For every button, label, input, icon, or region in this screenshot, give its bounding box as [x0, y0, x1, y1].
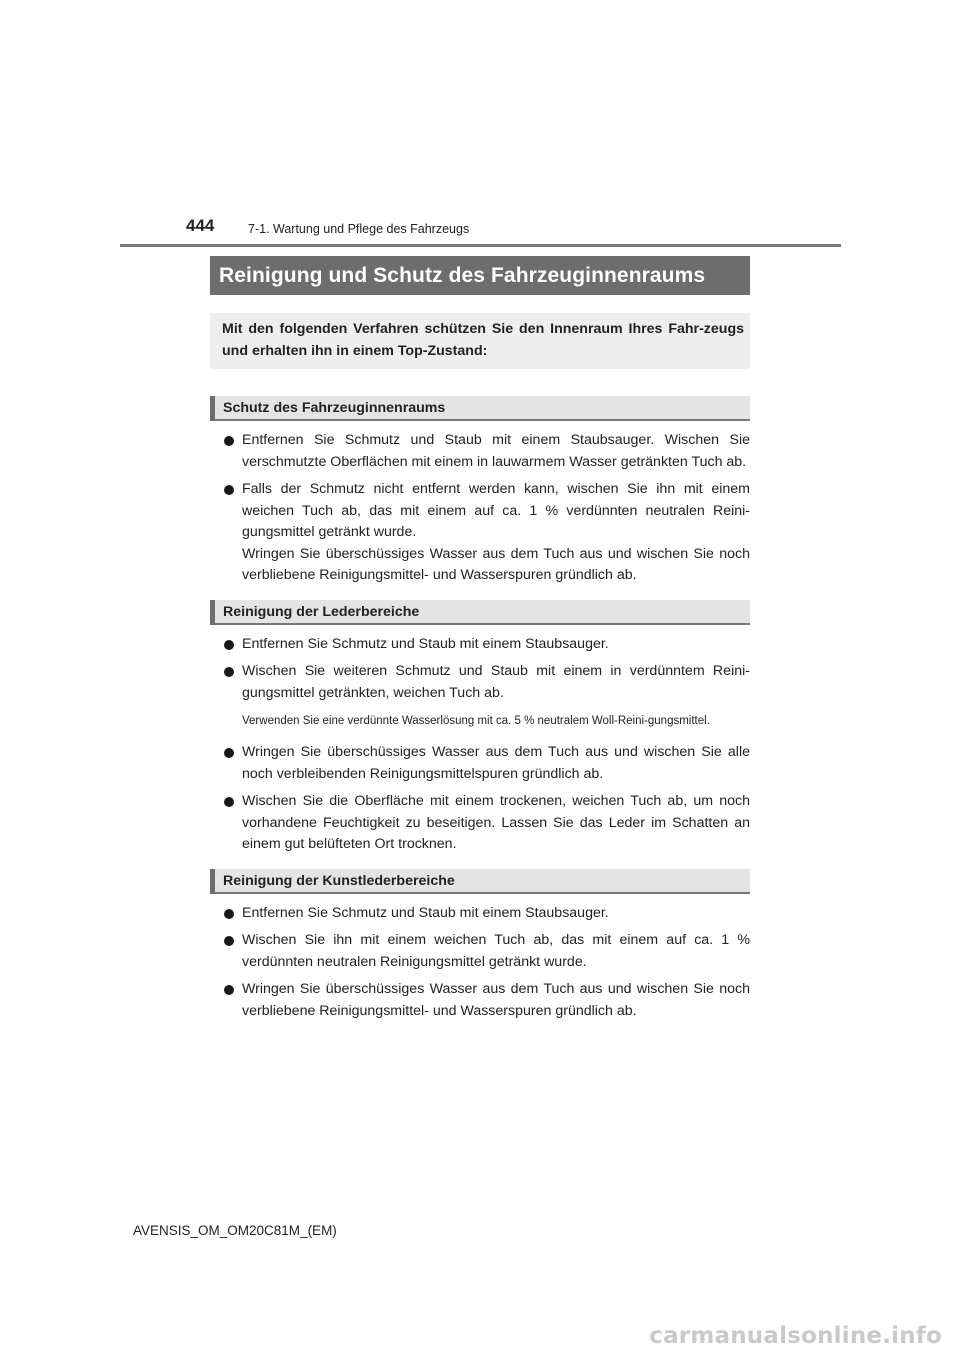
- list-item: [210, 791, 750, 856]
- page-title: Reinigung und Schutz des Fahrzeuginnenraums: [210, 256, 750, 295]
- section-reference: 7-1. Wartung und Pflege des Fahrzeugs: [248, 222, 470, 236]
- bullet-icon: [224, 436, 234, 446]
- header-rule: [120, 244, 841, 247]
- list-item: [210, 979, 750, 1022]
- list-item-text: Entfernen Sie Schmutz und Staub mit einem Staubsauger. Wischen Sie verschmutzte Oberflächen mit einem in lauwarmem Wasser getränkten Tuch ab.: [242, 432, 750, 470]
- list-item: [210, 930, 750, 973]
- list-item-text: Falls der Schmutz nicht entfernt werden kann, wischen Sie ihn mit einem weichen Tuch ab, das mit einem auf ca. 1 % verdünnten neutralen Reini-gungsmittel getränkt wurde.: [242, 481, 750, 540]
- bullet-icon: [224, 909, 234, 919]
- bullet-list: [210, 430, 750, 587]
- bullet-icon: [224, 667, 234, 677]
- list-item: [210, 661, 750, 704]
- list-item: [210, 634, 750, 656]
- bullet-icon: [224, 640, 234, 650]
- bullet-icon: [224, 797, 234, 807]
- bullet-list: [210, 634, 750, 856]
- document-code: AVENSIS_OM_OM20C81M_(EM): [133, 1223, 337, 1238]
- list-item-text: Entfernen Sie Schmutz und Staub mit einem Staubsauger.: [242, 904, 609, 921]
- bullet-icon: [224, 936, 234, 946]
- list-item: [210, 742, 750, 785]
- list-item-text: Wischen Sie weiteren Schmutz und Staub mit einem in verdünntem Reini-gungsmittel getränkten, weichen Tuch ab.: [242, 663, 750, 701]
- bullet-icon: [224, 985, 234, 995]
- list-item: [210, 479, 750, 587]
- list-item-text: Wringen Sie überschüssiges Wasser aus dem Tuch aus und wischen Sie noch verbliebene Reinigungsmittel- und Wasserspuren gründlich ab.: [242, 545, 750, 583]
- list-item: [210, 903, 750, 925]
- list-item: [210, 430, 750, 473]
- content: [210, 256, 750, 1028]
- list-item-text: Wischen Sie die Oberfläche mit einem trockenen, weichen Tuch ab, um noch vorhandene Feuchtigkeit zu beseitigen. Lassen Sie das Leder im Schatten an einem gut belüfteten Ort trocknen.: [242, 793, 750, 852]
- section-heading: Reinigung der Kunstlederbereiche: [210, 869, 750, 894]
- list-item-text: Entfernen Sie Schmutz und Staub mit einem Staubsauger.: [242, 635, 609, 652]
- bullet-icon: [224, 485, 234, 495]
- bullet-list: [210, 903, 750, 1023]
- page-number: 444: [186, 216, 215, 235]
- list-item-text: Wischen Sie ihn mit einem weichen Tuch ab, das mit einem auf ca. 1 % verdünnten neutralen Reinigungsmittel getränkt wurde.: [242, 932, 750, 970]
- list-item-text: Wringen Sie überschüssiges Wasser aus dem Tuch aus und wischen Sie noch verbliebene Reinigungsmittel- und Wasserspuren gründlich ab.: [242, 981, 750, 1019]
- watermark: carmanualsonline.info: [649, 1323, 942, 1349]
- note-text: Verwenden Sie eine verdünnte Wasserlösung mit ca. 5 % neutralem Woll-Reini-gungsmittel.: [242, 715, 710, 727]
- section-heading: Schutz des Fahrzeuginnenraums: [210, 396, 750, 421]
- intro-box: Mit den folgenden Verfahren schützen Sie den Innenraum Ihres Fahr-zeugs und erhalten ihn in einem Top-Zustand:: [210, 313, 750, 369]
- bullet-icon: [224, 748, 234, 758]
- list-item-text: Wringen Sie überschüssiges Wasser aus dem Tuch aus und wischen Sie alle noch verbleibenden Reinigungsmittelspuren gründlich ab.: [242, 744, 750, 782]
- section-heading: Reinigung der Lederbereiche: [210, 600, 750, 625]
